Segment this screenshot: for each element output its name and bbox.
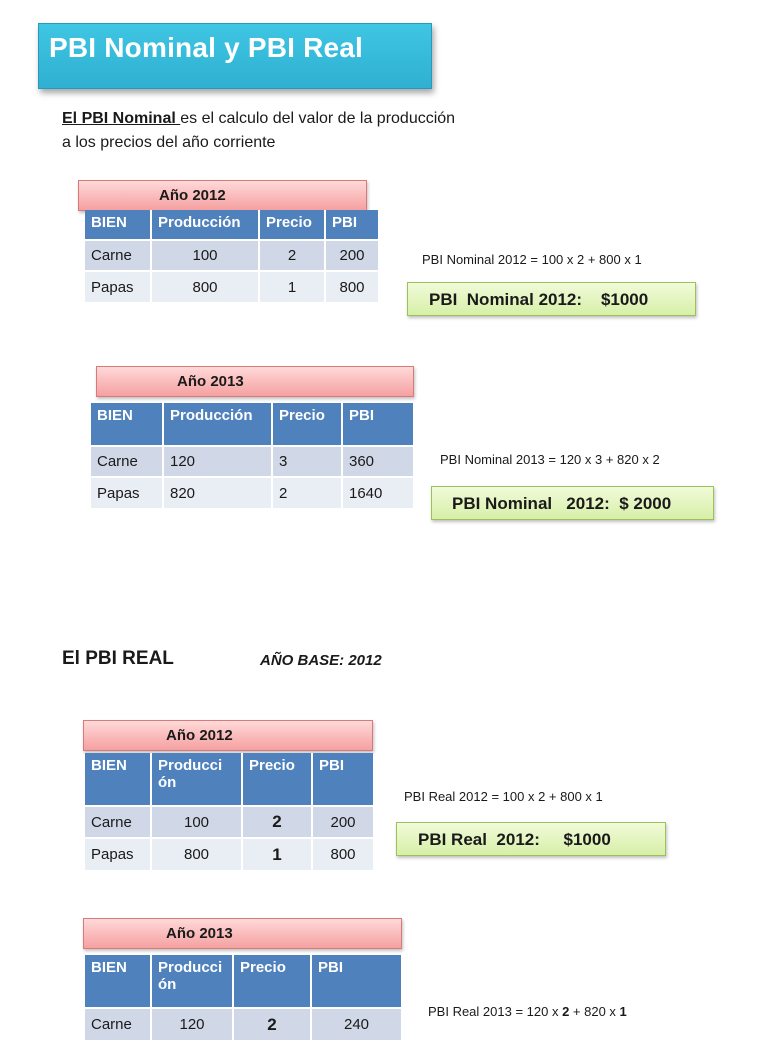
nominal-2012-table <box>85 210 378 302</box>
real-heading: El PBI REAL <box>62 648 174 669</box>
intro-line2: a los precios del año corriente <box>62 134 276 151</box>
col-pbi: PBI <box>325 210 378 240</box>
nominal-2013-table: BIEN Producción Precio PBI Carne 120 3 360 Papas 820 2 1640 <box>91 403 413 508</box>
intro-line1: es el calculo del valor de la producción <box>180 110 456 127</box>
real-2013-label: Año 2013 <box>83 918 402 949</box>
real-2012-label: Año 2012 <box>83 720 373 751</box>
real-2012-table: BIEN Producci ón Precio PBI Carne 100 2 200 Papas 800 1 800 <box>85 753 373 870</box>
table-row: Carne 100 2 200 <box>85 806 373 838</box>
intro-text <box>62 107 455 155</box>
col-produccion: Producción <box>151 210 259 240</box>
table-row: Carne 120 2 240 <box>85 1008 401 1040</box>
nominal-2013-formula: PBI Nominal 2013 = 120 x 3 + 820 x 2 <box>440 452 660 467</box>
col-bien: BIEN <box>85 210 151 240</box>
nominal-2013-result: PBI Nominal 2012: $ 2000 <box>431 486 714 520</box>
slide-title-box <box>38 23 432 89</box>
table-row: Carne 100 2 200 <box>85 240 378 271</box>
base-year: AÑO BASE: 2012 <box>260 652 382 669</box>
nominal-2013-label: Año 2013 <box>96 366 414 397</box>
intro-term: El PBI Nominal <box>62 110 181 127</box>
slide-title: PBI Nominal y PBI Real <box>49 32 364 63</box>
table-row: Papas 800 1 800 <box>85 271 378 302</box>
table-row: Papas 820 2 1640 <box>91 477 413 508</box>
real-2013-table: BIEN Producci ón Precio PBI Carne 120 2 240 <box>85 955 401 1040</box>
nominal-2012-formula: PBI Nominal 2012 = 100 x 2 + 800 x 1 <box>422 252 642 267</box>
table-row: Carne 120 3 360 <box>91 446 413 477</box>
real-2013-formula: PBI Real 2013 = 120 x 2 + 820 x 1 <box>428 1004 627 1019</box>
nominal-2012-label: Año 2012 <box>78 180 367 211</box>
real-2012-formula: PBI Real 2012 = 100 x 2 + 800 x 1 <box>404 789 603 804</box>
real-2012-result: PBI Real 2012: $1000 <box>396 822 666 856</box>
nominal-2012-result: PBI Nominal 2012: $1000 <box>407 282 696 316</box>
col-precio: Precio <box>259 210 325 240</box>
table-row: Papas 800 1 800 <box>85 838 373 870</box>
